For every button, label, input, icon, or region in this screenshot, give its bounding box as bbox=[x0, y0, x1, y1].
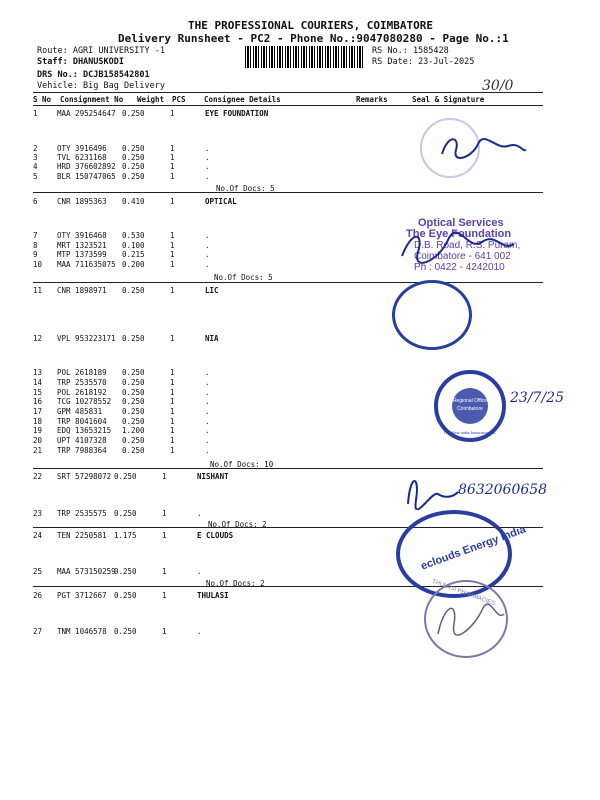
cell-pcs: 1 bbox=[162, 567, 167, 576]
stamp-line: Ph : 0422 - 4242010 bbox=[414, 262, 505, 273]
cell-consignee: THULASI bbox=[197, 591, 229, 600]
cell-wt: 0.250 bbox=[122, 162, 145, 171]
cell-pcs: 1 bbox=[170, 388, 175, 397]
cell-cno: MAA 295254647 bbox=[57, 109, 116, 118]
col-weight: Weight bbox=[137, 95, 165, 104]
stamp-line: D.B. Road, R.S. Puram, bbox=[414, 240, 521, 251]
cell-cno: GPM 485831 bbox=[57, 407, 103, 416]
cell-consignee: . bbox=[205, 172, 210, 181]
cell-wt: 0.100 bbox=[122, 241, 145, 250]
cell-cno: MTP 1373599 bbox=[57, 250, 107, 259]
cell-pcs: 1 bbox=[170, 417, 175, 426]
cell-sno: 18 bbox=[33, 417, 43, 426]
cell-cno: TCG 10278552 bbox=[57, 397, 112, 406]
cell-sno: 1 bbox=[33, 109, 38, 118]
cell-consignee: NIA bbox=[205, 334, 219, 343]
cell-pcs: 1 bbox=[170, 109, 175, 118]
stamp-line: eclouds Energy India bbox=[419, 523, 528, 573]
cell-consignee: . bbox=[205, 162, 210, 171]
nia-seal bbox=[434, 370, 506, 442]
cell-pcs: 1 bbox=[170, 250, 175, 259]
cell-cno: TRP 2535570 bbox=[57, 378, 107, 387]
doc-count: No.Of Docs: 5 bbox=[214, 273, 273, 282]
doc-count: No.Of Docs: 2 bbox=[208, 520, 267, 529]
cell-sno: 5 bbox=[33, 172, 38, 181]
cell-wt: 0.250 bbox=[114, 472, 137, 481]
cell-wt: 0.530 bbox=[122, 231, 145, 240]
cell-sno: 24 bbox=[33, 531, 43, 540]
cell-pcs: 1 bbox=[170, 334, 175, 343]
cell-wt: 0.250 bbox=[114, 591, 137, 600]
cell-consignee: . bbox=[205, 153, 210, 162]
cell-cno: POL 2618189 bbox=[57, 368, 107, 377]
cell-wt: 0.250 bbox=[114, 509, 137, 518]
cell-wt: 1.200 bbox=[122, 426, 145, 435]
stamp-line: Coimbatore bbox=[457, 406, 483, 412]
cell-pcs: 1 bbox=[170, 436, 175, 445]
cell-pcs: 1 bbox=[170, 407, 175, 416]
cell-consignee: . bbox=[205, 144, 210, 153]
cell-consignee: E CLOUDS bbox=[197, 531, 234, 540]
cell-wt: 0.250 bbox=[122, 172, 145, 181]
cell-cno: MAA 573150259 bbox=[57, 567, 116, 576]
cell-cno: OTY 3916468 bbox=[57, 231, 107, 240]
cell-cno: UPT 4107328 bbox=[57, 436, 107, 445]
cell-wt: 0.250 bbox=[122, 153, 145, 162]
stamp-line: THULASI PHARMACIES bbox=[430, 578, 496, 608]
cell-sno: 25 bbox=[33, 567, 43, 576]
stamp-line: The Eye Foundation bbox=[406, 228, 512, 240]
cell-consignee: . bbox=[205, 250, 210, 259]
cell-consignee: NISHANT bbox=[197, 472, 229, 481]
cell-cno: TNM 1046578 bbox=[57, 627, 107, 636]
col-pcs: PCS bbox=[172, 95, 186, 104]
doc-count: No.Of Docs: 2 bbox=[206, 579, 265, 588]
cell-pcs: 1 bbox=[170, 144, 175, 153]
cell-consignee: . bbox=[205, 368, 210, 377]
signature-scribble bbox=[398, 222, 521, 282]
cell-sno: 6 bbox=[33, 197, 38, 206]
lic-seal bbox=[392, 280, 472, 350]
staff-label: Staff: DHANUSKODI bbox=[37, 57, 124, 67]
cell-pcs: 1 bbox=[170, 260, 175, 269]
cell-cno: TRP 8041604 bbox=[57, 417, 107, 426]
group-separator bbox=[33, 282, 543, 283]
cell-sno: 10 bbox=[33, 260, 43, 269]
stamp-line: Coimbatore - 641 002 bbox=[414, 251, 511, 262]
cell-wt: 0.250 bbox=[122, 417, 145, 426]
cell-cno: OTY 3916496 bbox=[57, 144, 107, 153]
cell-cno: CNR 1895363 bbox=[57, 197, 107, 206]
cell-pcs: 1 bbox=[170, 397, 175, 406]
cell-wt: 0.250 bbox=[122, 436, 145, 445]
cell-cno: TRP 2535575 bbox=[57, 509, 107, 518]
cell-consignee: . bbox=[197, 567, 202, 576]
drs-number: DRS No.: DCJB158542801 bbox=[37, 70, 150, 80]
cell-pcs: 1 bbox=[162, 531, 167, 540]
cell-pcs: 1 bbox=[162, 472, 167, 481]
cell-wt: 0.250 bbox=[122, 109, 145, 118]
cell-sno: 27 bbox=[33, 627, 43, 636]
cell-sno: 13 bbox=[33, 368, 43, 377]
col-seal: Seal & Signature bbox=[412, 95, 485, 104]
cell-cno: CNR 1898971 bbox=[57, 286, 107, 295]
cell-consignee: . bbox=[205, 446, 210, 455]
cell-cno: SRT 57298072 bbox=[57, 472, 112, 481]
cell-sno: 7 bbox=[33, 231, 38, 240]
cell-sno: 26 bbox=[33, 591, 43, 600]
cell-pcs: 1 bbox=[170, 197, 175, 206]
doc-count: No.Of Docs: 5 bbox=[216, 184, 275, 193]
signature-scribble bbox=[430, 594, 510, 644]
cell-cno: VPL 953223171 bbox=[57, 334, 116, 343]
cell-consignee: . bbox=[205, 241, 210, 250]
cell-consignee: . bbox=[205, 397, 210, 406]
cell-consignee: EYE FOUNDATION bbox=[205, 109, 269, 118]
barcode-image bbox=[245, 46, 365, 68]
stamp-line: Optical Services bbox=[418, 217, 504, 229]
cell-sno: 23 bbox=[33, 509, 43, 518]
cell-sno: 22 bbox=[33, 472, 43, 481]
cell-wt: 0.250 bbox=[114, 627, 137, 636]
cell-wt: 0.410 bbox=[122, 197, 145, 206]
route-label: Route: AGRI UNIVERSITY -1 bbox=[37, 46, 165, 56]
cell-wt: 0.250 bbox=[122, 446, 145, 455]
cell-cno: POL 2618192 bbox=[57, 388, 107, 397]
cell-consignee: . bbox=[205, 417, 210, 426]
signature-scribble bbox=[402, 470, 462, 510]
cell-wt: 0.250 bbox=[122, 407, 145, 416]
cell-wt: 0.250 bbox=[122, 144, 145, 153]
header-rule-top bbox=[33, 92, 543, 93]
stamp-line: The New India Assurance Co. bbox=[443, 430, 497, 435]
cell-sno: 19 bbox=[33, 426, 43, 435]
cell-cno: HRD 376602892 bbox=[57, 162, 116, 171]
cell-consignee: . bbox=[205, 388, 210, 397]
cell-cno: TEN 2250581 bbox=[57, 531, 107, 540]
cell-sno: 14 bbox=[33, 378, 43, 387]
cell-consignee: . bbox=[205, 231, 210, 240]
cell-cno: EDQ 13653215 bbox=[57, 426, 112, 435]
cell-pcs: 1 bbox=[162, 627, 167, 636]
col-sno: S No bbox=[33, 95, 52, 104]
cell-pcs: 1 bbox=[162, 509, 167, 518]
nia-handwritten-date: 23/7/25 bbox=[510, 390, 564, 406]
nishant-handwritten-number: 8632060658 bbox=[458, 482, 548, 498]
col-remarks: Remarks bbox=[356, 95, 388, 104]
cell-pcs: 1 bbox=[170, 426, 175, 435]
cell-pcs: 1 bbox=[170, 378, 175, 387]
cell-pcs: 1 bbox=[170, 153, 175, 162]
company-title: THE PROFESSIONAL COURIERS, COIMBATORE bbox=[188, 19, 434, 32]
cell-cno: PGT 3712667 bbox=[57, 591, 107, 600]
cell-pcs: 1 bbox=[170, 446, 175, 455]
cell-consignee: . bbox=[205, 426, 210, 435]
cell-wt: 1.175 bbox=[114, 531, 137, 540]
cell-sno: 3 bbox=[33, 153, 38, 162]
cell-consignee: . bbox=[205, 407, 210, 416]
cell-pcs: 1 bbox=[170, 286, 175, 295]
vehicle-label: Vehicle: Big Bag Delivery bbox=[37, 81, 165, 91]
cell-sno: 16 bbox=[33, 397, 43, 406]
cell-sno: 2 bbox=[33, 144, 38, 153]
cell-cno: MAA 711635075 bbox=[57, 260, 116, 269]
cell-pcs: 1 bbox=[170, 241, 175, 250]
stamp-line: Regional Office bbox=[452, 398, 488, 404]
cell-sno: 8 bbox=[33, 241, 38, 250]
cell-wt: 0.200 bbox=[122, 260, 145, 269]
cell-sno: 4 bbox=[33, 162, 38, 171]
cell-consignee: . bbox=[205, 436, 210, 445]
cell-wt: 0.250 bbox=[122, 388, 145, 397]
cell-wt: 0.215 bbox=[122, 250, 145, 259]
cell-sno: 15 bbox=[33, 388, 43, 397]
cell-consignee: . bbox=[197, 627, 202, 636]
cell-wt: 0.250 bbox=[114, 567, 137, 576]
cell-cno: TRP 7988364 bbox=[57, 446, 107, 455]
cell-sno: 21 bbox=[33, 446, 43, 455]
group-separator bbox=[33, 468, 543, 469]
doc-count: No.Of Docs: 10 bbox=[210, 460, 274, 469]
cell-cno: MRT 1323521 bbox=[57, 241, 107, 250]
signature-scribble bbox=[438, 128, 528, 168]
cell-consignee: . bbox=[205, 260, 210, 269]
cell-consignee: . bbox=[197, 509, 202, 518]
col-consignee: Consignee Details bbox=[204, 95, 281, 104]
handwritten-count: 30/0 bbox=[482, 78, 514, 94]
group-separator bbox=[33, 192, 543, 193]
cell-wt: 0.250 bbox=[122, 378, 145, 387]
cell-cno: TVL 6231168 bbox=[57, 153, 107, 162]
rs-date: RS Date: 23-Jul-2025 bbox=[372, 57, 475, 67]
col-consignment: Consignment No bbox=[60, 95, 124, 104]
cell-wt: 0.250 bbox=[122, 397, 145, 406]
cell-wt: 0.250 bbox=[122, 286, 145, 295]
cell-sno: 9 bbox=[33, 250, 38, 259]
cell-pcs: 1 bbox=[162, 591, 167, 600]
cell-sno: 12 bbox=[33, 334, 43, 343]
cell-consignee: LIC bbox=[205, 286, 219, 295]
cell-pcs: 1 bbox=[170, 162, 175, 171]
cell-sno: 17 bbox=[33, 407, 43, 416]
cell-sno: 20 bbox=[33, 436, 43, 445]
cell-consignee: OPTICAL bbox=[205, 197, 237, 206]
cell-pcs: 1 bbox=[170, 231, 175, 240]
cell-sno: 11 bbox=[33, 286, 43, 295]
cell-wt: 0.250 bbox=[122, 334, 145, 343]
cell-wt: 0.250 bbox=[122, 368, 145, 377]
runsheet-subtitle: Delivery Runsheet - PC2 - Phone No.:9047080280 - Page No.:1 bbox=[118, 32, 509, 45]
cell-pcs: 1 bbox=[170, 368, 175, 377]
cell-consignee: . bbox=[205, 378, 210, 387]
cell-cno: BLR 150747065 bbox=[57, 172, 116, 181]
header-rule-bottom bbox=[33, 105, 543, 106]
cell-pcs: 1 bbox=[170, 172, 175, 181]
rs-number: RS No.: 1585428 bbox=[372, 46, 449, 56]
